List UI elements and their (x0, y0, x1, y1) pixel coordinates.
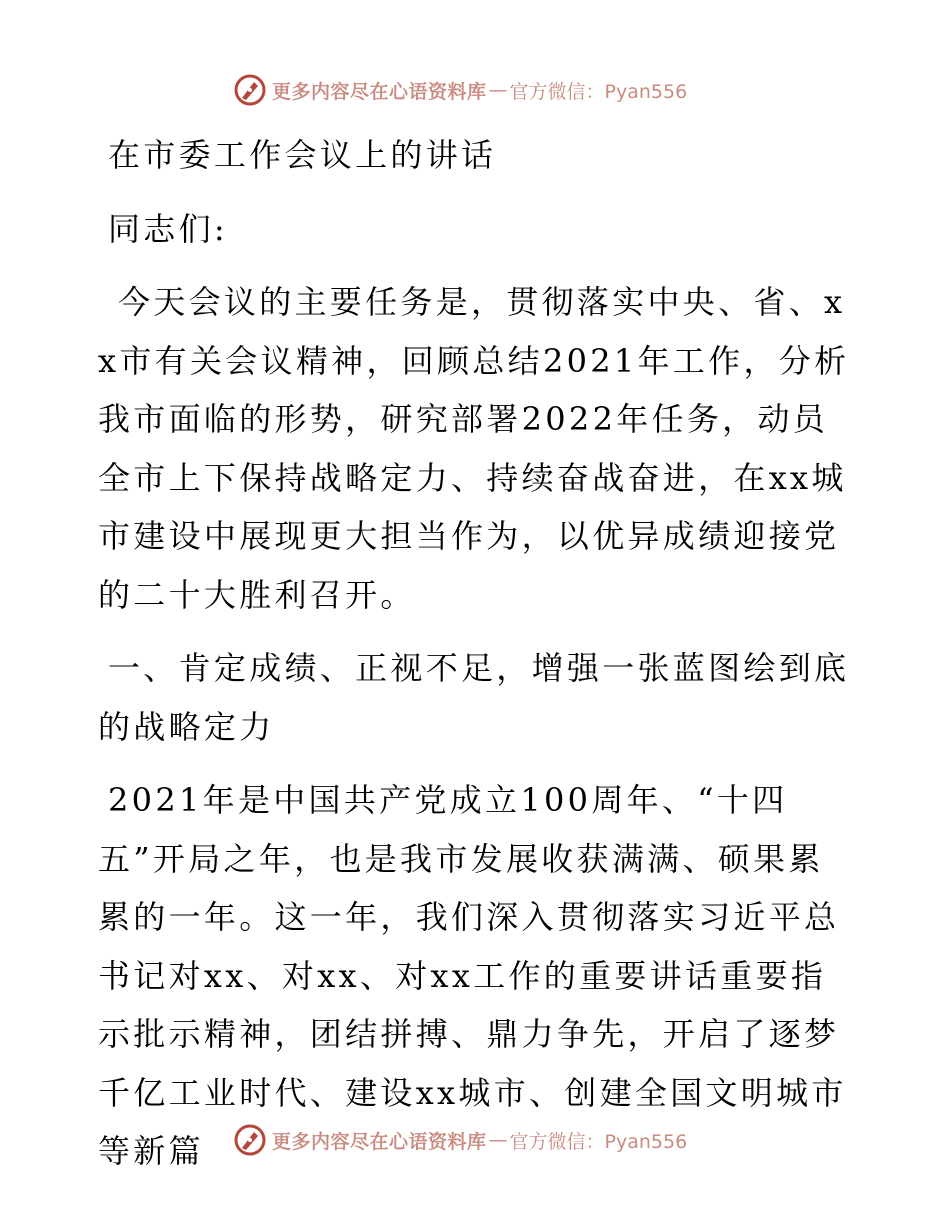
document-title: 在市委工作会议上的讲话 (108, 136, 497, 174)
paragraph-2-text: 2021年是中国共产党成立100周年、“十四五”开局之年，也是我市发展收获满满、硕果累累的一年。这一年，我们深入贯彻落实习近平总书记对xx、对xx、对xx工作的重要讲话重要指示批示精神，团结拼搏、鼎力争先，开启了逐梦千亿工业时代、建设xx城市、创建全国文明城市等新篇 (98, 781, 847, 1170)
watermark-separator: — (488, 79, 508, 101)
document-body (98, 126, 858, 1181)
watermark-text: 更多内容尽在心语资料库 (272, 1130, 487, 1153)
header-watermark (232, 70, 687, 110)
footer-watermark (232, 1120, 687, 1160)
watermark-contact: 官方微信：Pyan556 (509, 80, 688, 103)
watermark-contact: 官方微信：Pyan556 (509, 1130, 688, 1153)
watermark-text: 更多内容尽在心语资料库 (272, 80, 487, 103)
section-heading-1 (98, 639, 858, 756)
section-heading-1-text: 一、肯定成绩、正视不足，增强一张蓝图绘到底的战略定力 (98, 649, 850, 746)
intro-text: 今天会议的主要任务是，贯彻落实中央、省、xx市有关会议精神，回顾总结2021年工作，分析我市面临的形势，研究部署2022年任务，动员全市上下保持战略定力、持续奋战奋进，在xx城市建设中展现更大担当作为，以优异成绩迎接党的二十大胜利召开。 (98, 283, 850, 614)
pen-nib-circle-icon (232, 72, 268, 108)
intro-paragraph (98, 273, 858, 624)
pen-nib-circle-icon (232, 1122, 268, 1158)
watermark-separator: — (488, 1129, 508, 1151)
salutation: 同志们: (108, 209, 228, 248)
